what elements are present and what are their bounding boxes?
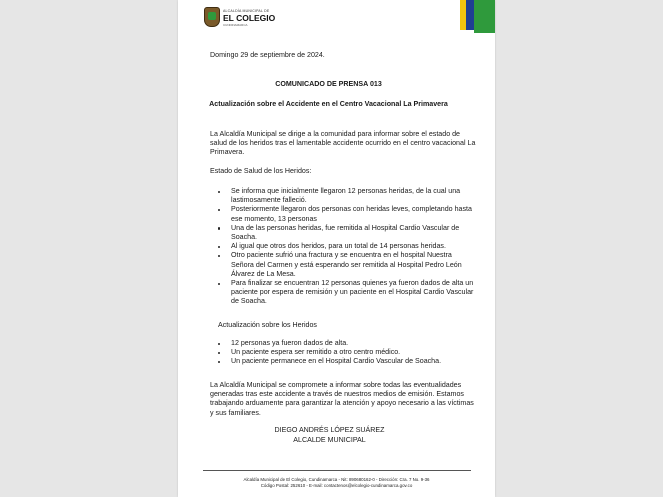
closing-paragraph-line: La Alcaldía Municipal se compromete a informar sobre todas las eventualidades	[210, 381, 462, 389]
list-item: Un paciente espera ser remitido a otro centro médico.	[231, 348, 401, 357]
bullet-icon	[218, 361, 220, 363]
list-item-line: Álvarez de La Mesa.	[231, 269, 296, 278]
logo-small-text: ALCALDÍA MUNICIPAL DE	[223, 9, 270, 13]
document-title: COMUNICADO DE PRENSA 013	[275, 80, 382, 88]
bullet-icon	[218, 209, 220, 211]
list-item-line: Otro paciente sufrió una fractura y se encuentra en el hospital Nuestra	[231, 251, 452, 260]
footer-contact: Código Postal: 252610 - E-mail: contactenos@elcolegio-cundinamarca.gov.co	[260, 483, 413, 488]
closing-paragraph-line: trabajando arduamente para garantizar la atención y apoyo necesario a las víctimas	[210, 399, 474, 408]
footer-divider	[203, 470, 471, 471]
municipal-logo	[204, 7, 274, 27]
list-item-line: de Soacha.	[231, 297, 267, 306]
closing-paragraph-line: generadas tras este accidente a través de nuestros medios de emisión. Estamos	[210, 390, 464, 399]
list-item-line: Al igual que otros dos heridos, para un total de 14 personas heridas.	[231, 242, 446, 251]
bullet-icon	[218, 352, 220, 354]
intro-paragraph-line: La Alcaldía Municipal se dirige a la comunidad para informar sobre el estado de	[210, 130, 461, 138]
bullet-icon	[218, 283, 220, 285]
footer-address: Alcaldía Municipal de El Colegio, Cundinamarca - Nit: 890680162-0 - Dirección: Cra. 7 No. 9-36	[243, 477, 430, 482]
list-item: Un paciente permanece en el Hospital Cardio Vascular de Soacha.	[231, 357, 442, 366]
list-item-line: lastimosamente falleció.	[231, 196, 307, 205]
closing-paragraph-line: y sus familiares.	[210, 408, 261, 417]
bullet-icon	[218, 227, 220, 229]
intro-paragraph-line: Primavera.	[210, 148, 245, 157]
list-item-line: Soacha.	[231, 233, 258, 241]
bullet-icon	[218, 246, 220, 248]
list-item-line: Para finalizar se encuentran 12 personas quienes ya fueron dados de alta un	[231, 279, 474, 287]
logo-sub-text: CUNDINAMARCA	[223, 23, 248, 27]
list-item-line: Una de las personas heridas, fue remitida al Hospital Cardio Vascular de	[231, 223, 460, 232]
section-heading: Actualización sobre los Heridos	[218, 321, 317, 329]
bullet-icon	[218, 343, 220, 345]
logo-name: EL COLEGIO	[223, 13, 276, 23]
list-item: 12 personas ya fueron dados de alta.	[231, 339, 349, 347]
document-subtitle: Actualización sobre el Accidente en el Centro Vacacional La Primavera	[209, 100, 448, 108]
flag-stripe-blue	[466, 0, 474, 30]
list-item-line: Posteriormente llegaron dos personas con heridas leves, completando hasta	[231, 205, 472, 214]
press-release-page	[178, 0, 495, 497]
signature-name: DIEGO ANDRÉS LÓPEZ SUÁREZ	[274, 426, 385, 434]
section-heading: Estado de Salud de los Heridos:	[210, 167, 312, 175]
list-item-line: ese momento, 13 personas	[231, 214, 317, 223]
list-item-line: Señora del Carmen y está esperando ser remitida al Hospital Pedro León	[231, 260, 462, 269]
list-item-line: Se informa que inicialmente llegaron 12 personas heridas, de la cual una	[231, 187, 461, 195]
coat-of-arms-icon	[204, 7, 220, 27]
document-date: Domingo 29 de septiembre de 2024.	[210, 51, 325, 59]
signature-role: ALCALDE MUNICIPAL	[293, 436, 366, 444]
intro-paragraph-line: salud de los heridos tras el lamentable accidente ocurrido en el centro vacacional La	[210, 139, 476, 148]
flag-stripe-green	[474, 0, 495, 33]
bullet-icon	[218, 191, 220, 193]
list-item-line: paciente por espera de remisión y un paciente en el Hospital Cardio Vascular	[231, 288, 474, 297]
bullet-icon	[218, 255, 220, 257]
